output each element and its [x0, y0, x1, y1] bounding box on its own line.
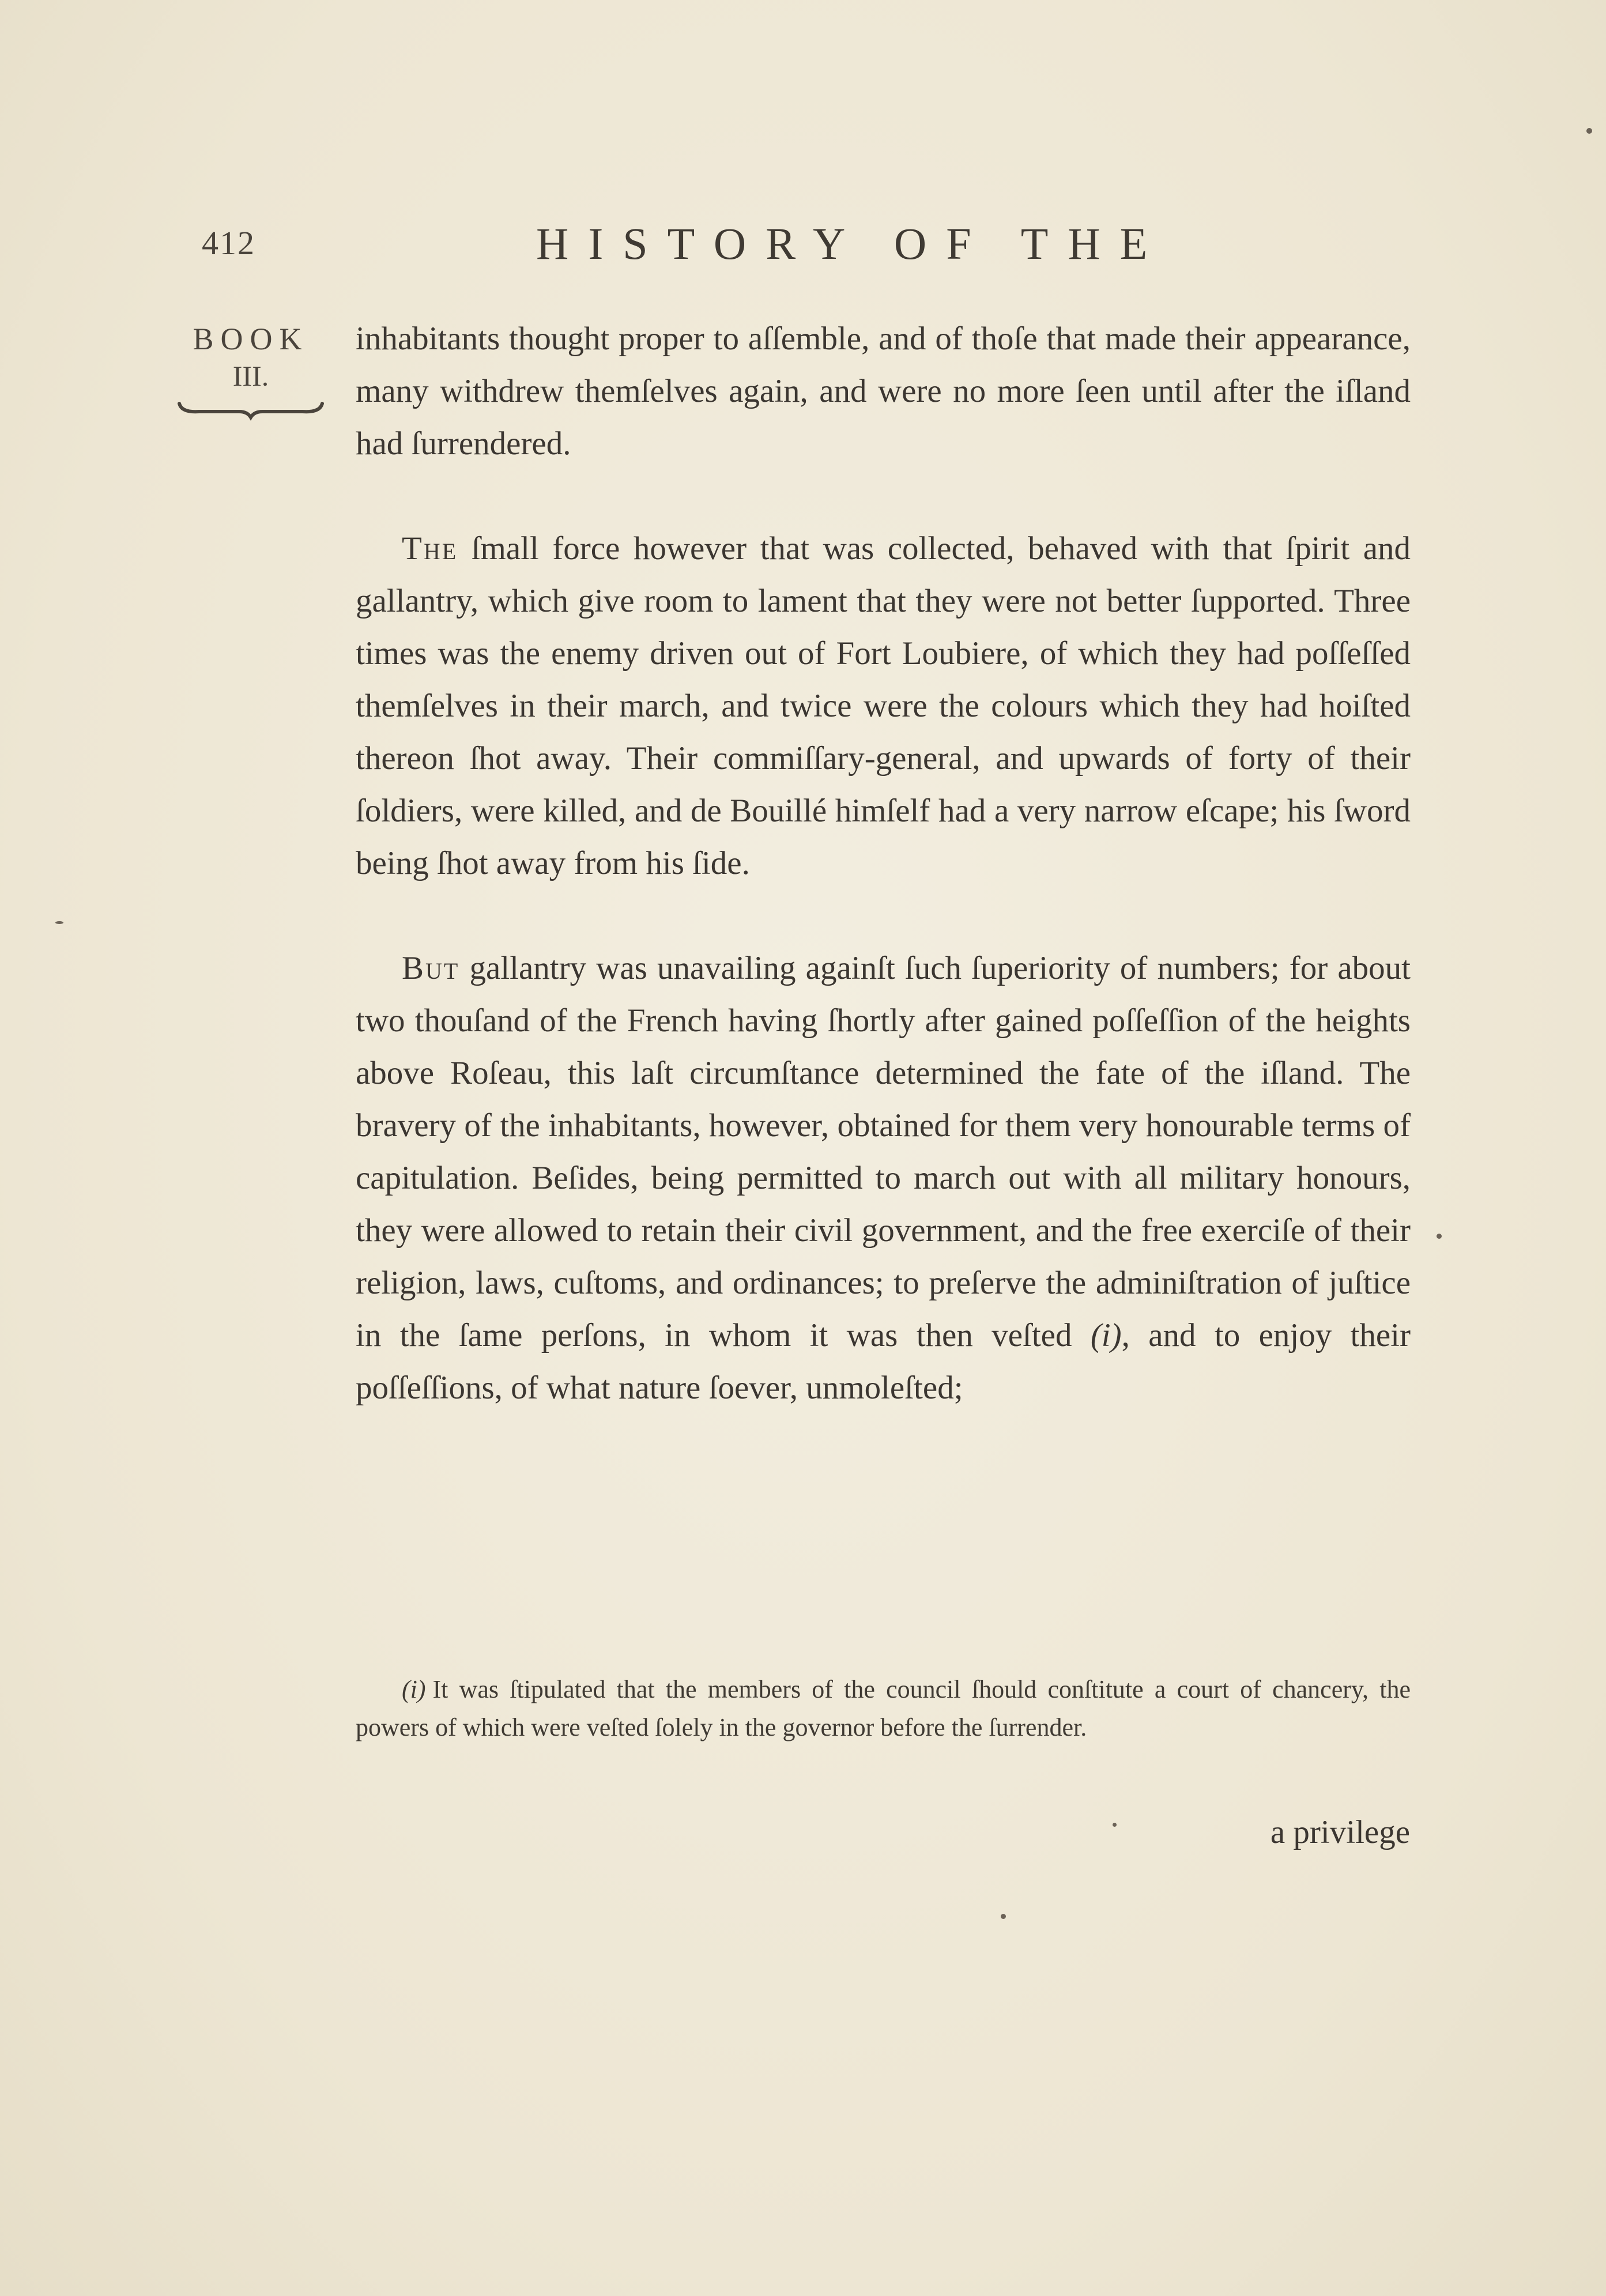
- paper-speck: [1001, 1914, 1006, 1919]
- paragraph-3-text-b: , and to enjoy their poſſeſſions, of what nature ſoever, unmoleſted;: [356, 1317, 1411, 1406]
- page-number: 412: [202, 224, 255, 262]
- paragraph-3-lead: But: [402, 950, 460, 986]
- paper-speck: [1586, 128, 1592, 134]
- paper-speck: [55, 921, 63, 924]
- footnote-reference: (i): [1090, 1317, 1122, 1354]
- paragraph-3-text-a: gallantry was unavailing againſt ſuch ſuperiority of numbers; for about two thouſand of the French having ſhortly after gained poſſeſſion of the heights above Roſeau, this laſt circumſtance determined the fate of the iſland. The bravery of the inhabitants, however, obtained for them very honourable terms of capitulation. Beſides, being permitted to march out with all military honours, they were allowed to retain their civil government, and the free exerciſe of their religion, laws, cuſtoms, and ordinances; to preſerve the adminiſtration of juſtice in the ſame perſons, in whom it was then veſted: [356, 950, 1411, 1354]
- catchword: a privilege: [1270, 1814, 1410, 1850]
- running-title: HISTORY OF THE: [536, 218, 1167, 269]
- paper-speck: [1113, 1823, 1117, 1827]
- main-text: [356, 312, 1411, 1414]
- paper-speck: [1437, 1234, 1442, 1239]
- paragraph-2: [356, 522, 1411, 889]
- paragraph-3: [356, 942, 1411, 1414]
- footnote-text: It was ſtipulated that the members of the council ſhould conſtitute a court of chancery, the powers of which were veſted ſolely in the governor before the ſurrender.: [356, 1675, 1411, 1741]
- paragraph-2-lead: The: [402, 530, 458, 567]
- footnote: [356, 1671, 1411, 1747]
- footnote-mark: (i): [402, 1675, 426, 1703]
- margin-note-book: BOOK: [193, 322, 309, 356]
- brace-ornament-icon: [176, 398, 326, 421]
- margin-note: [173, 321, 329, 421]
- paragraph-1: inhabitants thought proper to aſſemble, and of thoſe that made their appearance, many withdrew themſelves again, and were no more ſeen until after the iſland had ſurrendered.: [356, 321, 1411, 462]
- margin-note-volume: III.: [232, 360, 269, 392]
- paragraph-2-text: ſmall force however that was collected, behaved with that ſpirit and gallantry, which give room to lament that they were not better ſupported. Three times was the enemy driven out of Fort Loubiere, of which they had poſſeſſed themſelves in their march, and twice were the colours which they had hoiſted thereon ſhot away. Their commiſſary-general, and upwards of forty of their ſoldiers, were killed, and de Bouillé himſelf had a very narrow eſcape; his ſword being ſhot away from his ſide.: [356, 530, 1411, 881]
